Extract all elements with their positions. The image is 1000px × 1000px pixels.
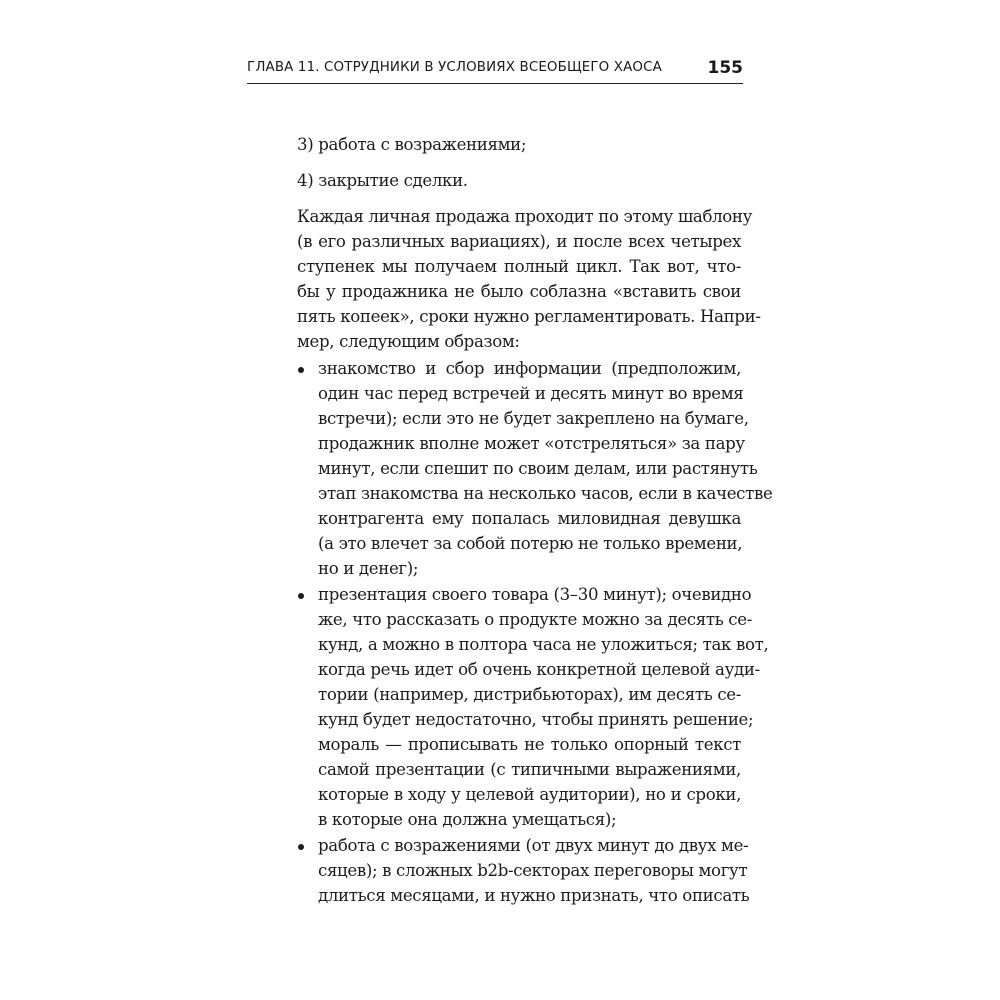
paragraph-line: (в его различных вариациях), и после всех четырех [297,232,741,251]
bullet-icon [298,844,304,850]
bullet-line: но и денег); [318,559,419,578]
bullet-line: сяцев); в сложных b2b-секторах переговоры могут [318,861,748,880]
bullet-line: когда речь идет об очень конкретной целевой ауди- [318,660,760,679]
bullet-line: в которые она должна умещаться); [318,810,617,829]
bullet-line: тории (например, дистрибьюторах), им десять се- [318,685,742,704]
bullet-line: контрагента ему попалась миловидная девушка [318,509,741,528]
list-item: 3) работа с возражениями; [297,135,527,154]
bullet-line: самой презентации (с типичными выражениями, [318,760,741,779]
list-item: 4) закрытие сделки. [297,171,468,190]
bullet-line: работа с возражениями (от двух минут до двух ме- [318,836,749,855]
bullet-line: встречи); если это не будет закреплено на бумаге, [318,409,749,428]
bullet-line: кунд, а можно в полтора часа не уложиться; так вот, [318,635,769,654]
bullet-line: кунд будет недостаточно, чтобы принять решение; [318,710,754,729]
bullet-line: которые в ходу у целевой аудитории), но и сроки, [318,785,741,804]
paragraph-line: пять копеек», сроки нужно регламентировать. Напри- [297,307,761,326]
bullet-line: презентация своего товара (3–30 минут); очевидно [318,585,752,604]
running-header [247,59,743,84]
paragraph-line: ступенек мы получаем полный цикл. Так вот, что- [297,257,741,276]
bullet-icon [298,367,304,373]
bullet-line: продажник вполне может «отстреляться» за пару [318,434,745,453]
paragraph-line: мер, следующим образом: [297,332,520,351]
bullet-line: один час перед встречей и десять минут во время [318,384,744,403]
bullet-line: (а это влечет за собой потерю не только времени, [318,534,743,553]
paragraph-line: Каждая личная продажа проходит по этому шаблону [297,207,753,226]
bullet-line: знакомство и сбор информации (предположим, [318,359,741,378]
bullet-icon [298,593,304,599]
bullet-line: мораль — прописывать не только опорный текст [318,735,741,754]
bullet-line: длиться месяцами, и нужно признать, что описать [318,886,750,905]
chapter-title: ГЛАВА 11. СОТРУДНИКИ В УСЛОВИЯХ ВСЕОБЩЕГО ХАОСА [247,60,662,75]
page-number: 155 [707,58,743,78]
bullet-line: этап знакомства на несколько часов, если в качестве [318,484,773,503]
bullet-line: минут, если спешит по своим делам, или растянуть [318,459,758,478]
bullet-line: же, что рассказать о продукте можно за десять се- [318,610,752,629]
paragraph-line: бы у продажника не было соблазна «вставить свои [297,282,741,301]
